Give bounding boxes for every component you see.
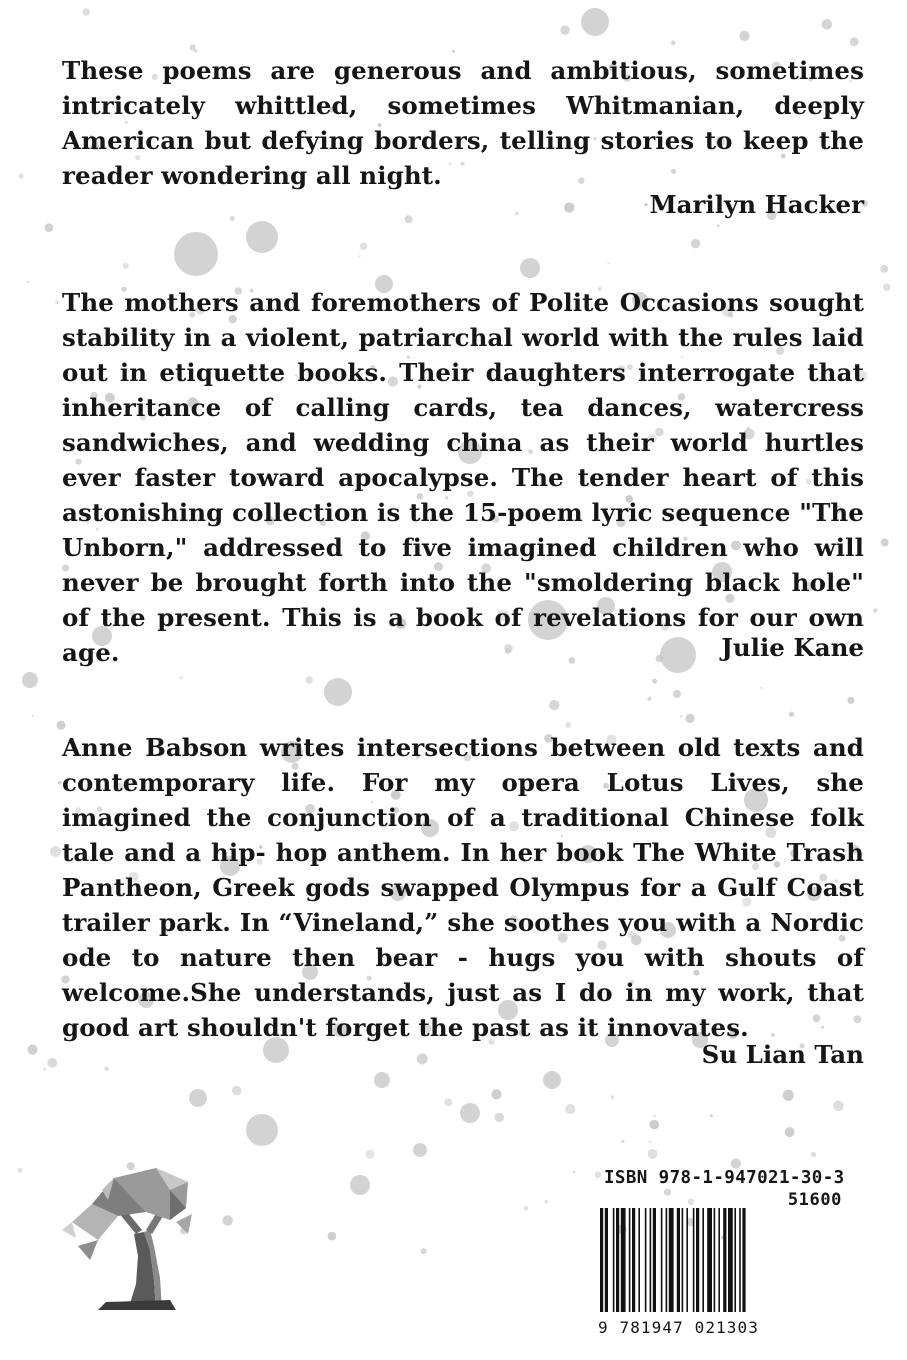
splatter-drop (174, 232, 218, 276)
splatter-drop (27, 1045, 37, 1055)
barcode-bar (669, 1208, 674, 1312)
barcode-bar (629, 1208, 631, 1312)
splatter-drop (444, 1098, 452, 1106)
ean-digits: 9 781947 021303 (598, 1318, 759, 1337)
barcode-bar (696, 1208, 699, 1312)
splatter-drop (653, 1115, 656, 1118)
splatter-drop (847, 697, 854, 704)
barcode-bar (702, 1208, 704, 1312)
barcode-bar (714, 1208, 716, 1312)
barcode-bar (605, 1208, 608, 1312)
blurb-su-lian-tan: Anne Babson writes intersections between old texts and contemporary life. For my opera Lotus Lives, she imagined the conjunction of a traditional Chinese folk tale and a hip- hop anthem. In her book The White Trash Pantheon, Greek gods swapped Olympus for a Gulf Coast trailer park. In “Vineland,” she soothes you with a Nordic ode to nature then bear - hugs you with shouts of welcome.She understands, just as I do in my work, that good art shouldn't forget the past as it innovates. (62, 733, 864, 1042)
splatter-drop (621, 1140, 625, 1144)
isbn-label: ISBN 978-1-947021-30-3 (604, 1168, 845, 1188)
splatter-drop (82, 8, 90, 16)
tree-logo-icon (58, 1160, 208, 1310)
splatter-drop (180, 676, 183, 679)
attribution-julie-kane: Julie Kane (721, 633, 864, 662)
splatter-drop (560, 25, 569, 34)
splatter-drop (32, 715, 34, 717)
blurb-julie-kane: The mothers and foremothers of Polite Occasions sought stability in a violent, patriarchal world with the rules laid out in etiquette books. Their daughters interrogate that inheritance of calling cards, tea dances, watercress sandwiches, and wedding china as their world hurtles ever faster toward apocalypse. The tender heart of this astonishing collection is the 15-poem lyric sequence "The Unborn," addressed to five imagined children who will never be brought forth into the "smoldering black hole" of the present. This is a book of revelations for our own age. (62, 288, 864, 667)
splatter-drop (495, 1113, 505, 1123)
splatter-drop (405, 215, 413, 223)
splatter-drop (413, 1143, 427, 1157)
splatter-drop (246, 1114, 278, 1146)
splatter-drop (673, 690, 681, 698)
splatter-drop (648, 1149, 658, 1159)
splatter-drop (324, 678, 352, 706)
splatter-drop (652, 679, 657, 684)
splatter-drop (55, 300, 59, 304)
splatter-drop (880, 265, 888, 273)
splatter-drop (611, 1095, 615, 1099)
barcode-bar (600, 1208, 603, 1312)
splatter-drop (460, 1103, 480, 1123)
splatter-drop (545, 1200, 549, 1204)
splatter-drop (360, 243, 367, 250)
attribution-su-lian-tan: Su Lian Tan (701, 1040, 864, 1069)
splatter-drop (47, 1058, 57, 1068)
splatter-drop (565, 722, 571, 728)
barcode-bar (693, 1208, 695, 1312)
attribution-marilyn-hacker: Marilyn Hacker (649, 190, 864, 219)
splatter-drop (549, 700, 559, 710)
splatter-drop (18, 1168, 23, 1173)
splatter-drop (421, 1248, 427, 1254)
splatter-drop (645, 203, 648, 206)
splatter-drop (649, 1120, 659, 1130)
splatter-drop (811, 1152, 816, 1157)
splatter-drop (783, 1090, 794, 1101)
splatter-drop (564, 202, 574, 212)
barcode-bar (645, 1208, 647, 1312)
splatter-drop (607, 262, 609, 264)
barcode-bar (742, 1208, 745, 1312)
splatter-drop (524, 1206, 529, 1211)
splatter-drop (785, 1127, 795, 1137)
splatter-drop (881, 539, 889, 547)
splatter-drop (374, 1072, 390, 1088)
splatter-drop (883, 283, 891, 291)
splatter-drop (573, 1171, 575, 1173)
barcode-bar (707, 1208, 712, 1312)
isbn-barcode (598, 1168, 848, 1340)
splatter-drop (710, 1114, 713, 1117)
splatter-drop (230, 216, 235, 221)
splatter-drop (22, 672, 38, 688)
splatter-drop (417, 1054, 428, 1065)
splatter-drop (649, 1141, 651, 1143)
splatter-drop (833, 1101, 844, 1112)
price-code: 51600 (787, 1190, 842, 1210)
splatter-drop (647, 697, 651, 701)
splatter-drop (45, 223, 54, 232)
barcode-bar (650, 1208, 652, 1312)
splatter-drop (232, 1086, 241, 1095)
blurb-marilyn-hacker: These poems are generous and ambitious, sometimes intricately whittled, sometimes Whitmanian, deeply American but defying borders, telling stories to keep the reader wondering all night. (62, 56, 864, 190)
barcode-bar (718, 1208, 720, 1312)
barcode-bar (632, 1208, 635, 1312)
barcode-bar (638, 1208, 640, 1312)
barcode-bar (613, 1208, 615, 1312)
splatter-drop (691, 239, 700, 248)
splatter-drop (43, 1068, 46, 1071)
splatter-drop (18, 173, 24, 179)
splatter-drop (246, 221, 278, 253)
splatter-drop (789, 713, 792, 716)
splatter-drop (739, 31, 749, 41)
splatter-drop (27, 281, 29, 283)
barcode-bar (739, 1208, 741, 1312)
splatter-drop (359, 255, 361, 257)
splatter-drop (58, 781, 62, 785)
barcode-bar (728, 1208, 733, 1312)
barcode-bar (677, 1208, 680, 1312)
barcode-bar (682, 1208, 684, 1312)
barcode-bar (661, 1208, 663, 1312)
splatter-drop (189, 1089, 207, 1107)
splatter-drop (328, 1232, 337, 1241)
splatter-drop (717, 224, 720, 227)
splatter-drop (50, 846, 61, 857)
barcode-bar (621, 1208, 626, 1312)
barcode-bars (598, 1208, 848, 1316)
barcode-bar (666, 1208, 668, 1312)
splatter-drop (57, 721, 66, 730)
barcode-bar (723, 1208, 726, 1312)
splatter-drop (223, 1215, 233, 1225)
splatter-drop (543, 1071, 561, 1089)
splatter-drop (565, 1104, 575, 1114)
splatter-drop (850, 37, 859, 46)
splatter-drop (491, 1089, 501, 1099)
splatter-drop (350, 1175, 370, 1195)
splatter-drop (873, 608, 877, 612)
barcode-bar (734, 1208, 736, 1312)
splatter-drop (515, 212, 519, 216)
barcode-bar (653, 1208, 656, 1312)
splatter-drop (822, 19, 833, 30)
splatter-drop (760, 687, 762, 689)
splatter-drop (123, 263, 129, 269)
barcode-bar (686, 1208, 688, 1312)
splatter-drop (685, 714, 694, 723)
splatter-drop (520, 258, 540, 278)
barcode-bar (616, 1208, 619, 1312)
splatter-drop (365, 1150, 374, 1159)
splatter-drop (581, 8, 609, 36)
splatter-drop (671, 41, 676, 46)
splatter-drop (680, 715, 682, 717)
splatter-drop (104, 1067, 108, 1071)
splatter-drop (306, 676, 314, 684)
